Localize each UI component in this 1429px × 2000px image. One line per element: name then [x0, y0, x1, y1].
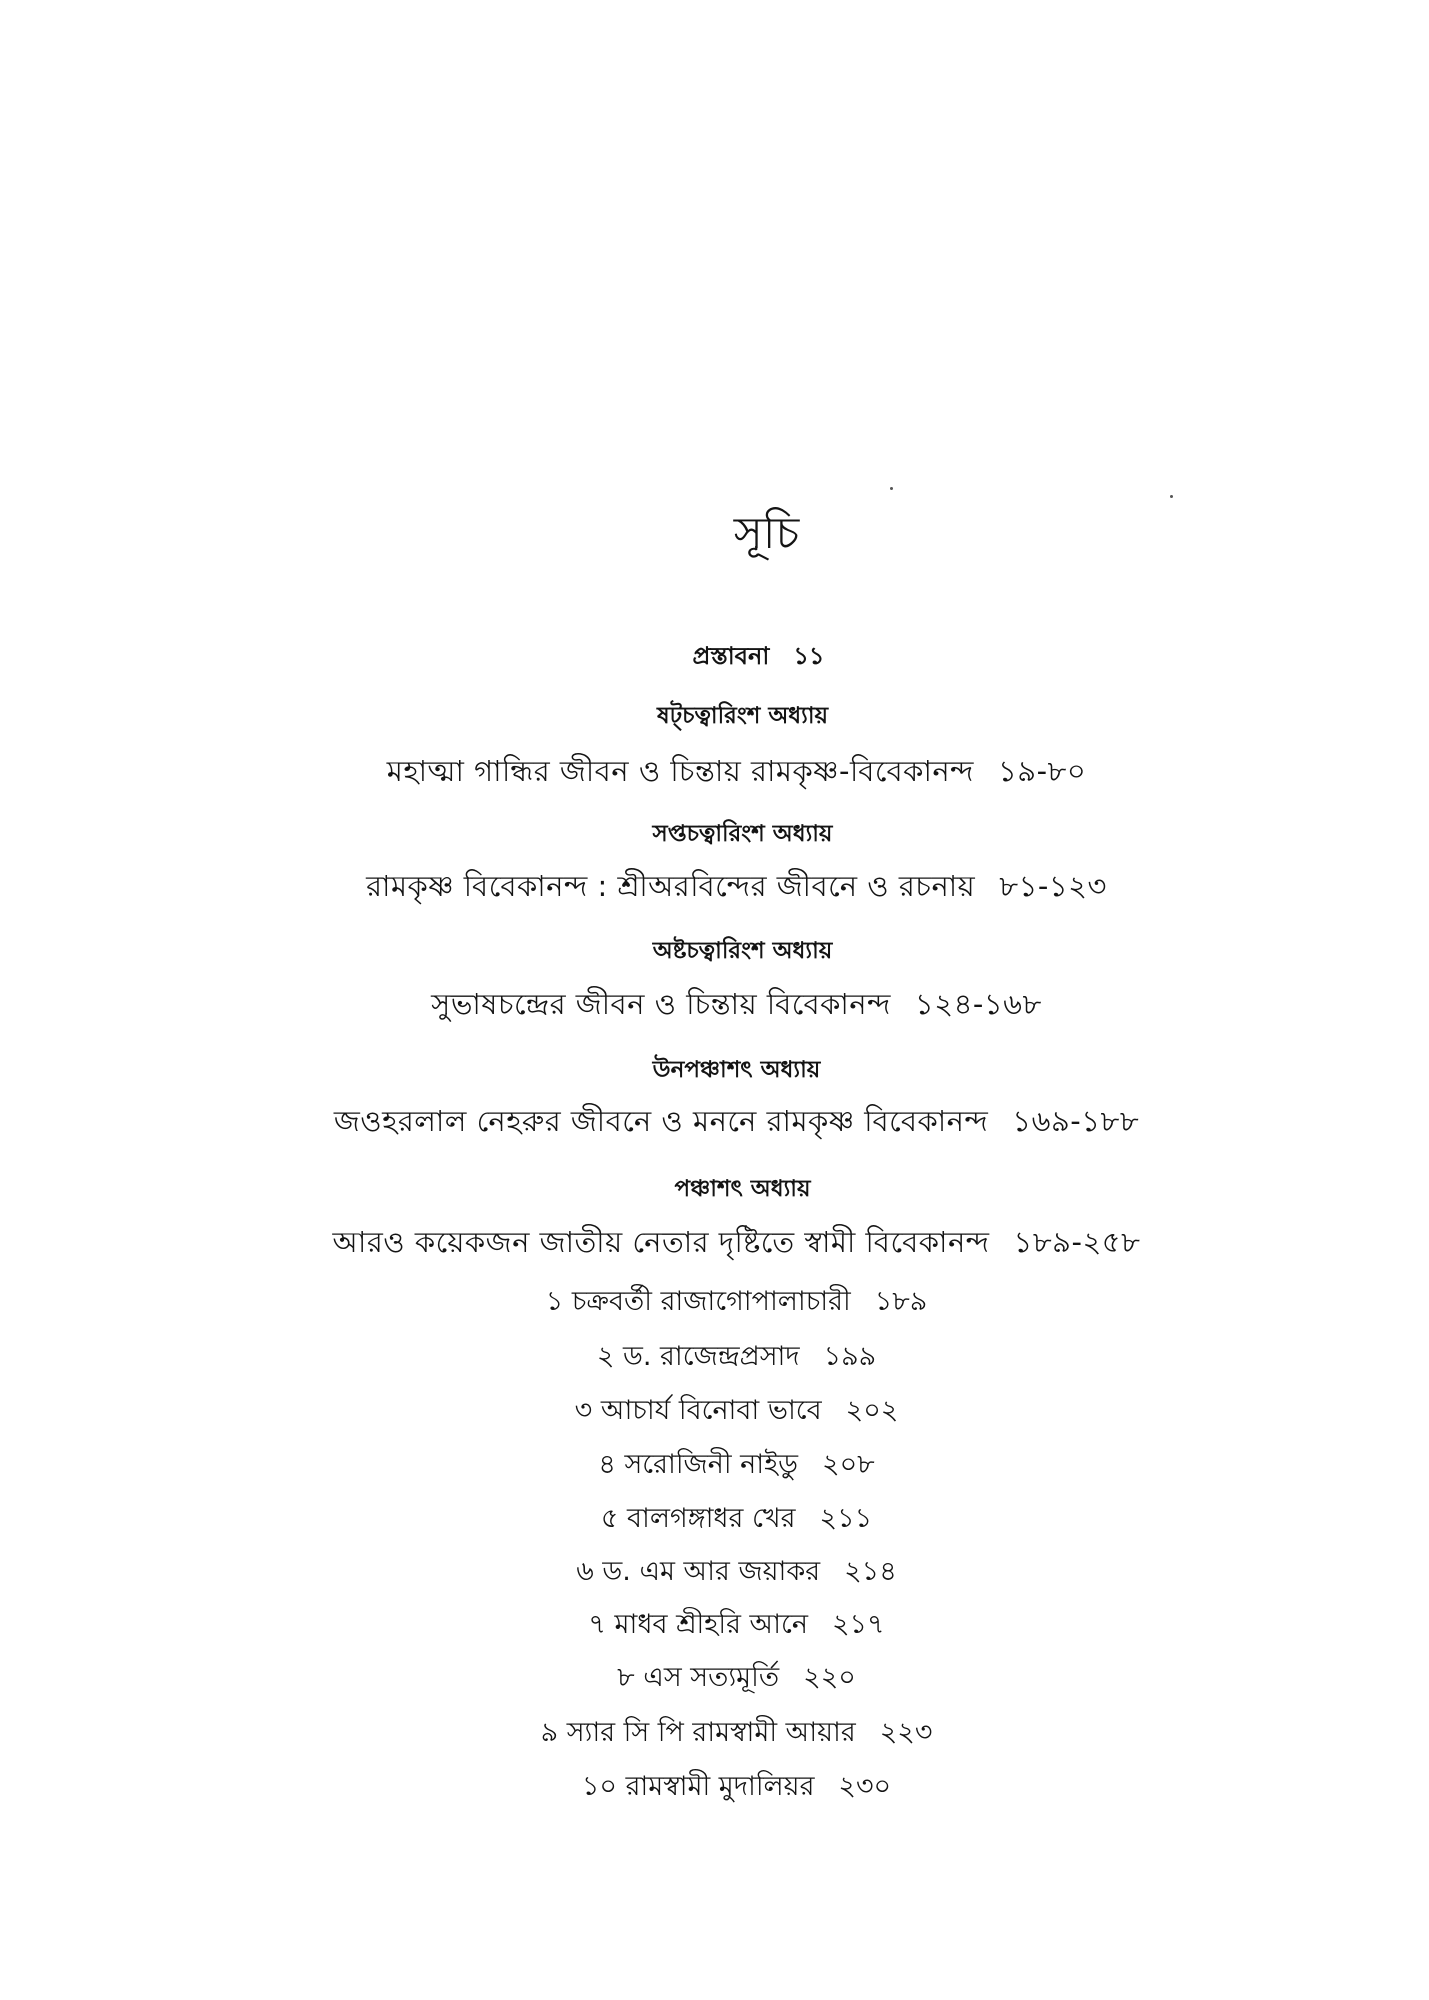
chapter-entry — [22, 869, 1429, 903]
chapter-pages: ১৬৯-১৮৮ — [1012, 1104, 1140, 1138]
sub-entry — [22, 1558, 1429, 1585]
sub-entry-number: ৪ — [598, 1449, 616, 1480]
chapter-title: রামকৃষ্ণ বিবেকানন্দ : শ্রীঅরবিন্দের জীবনে ও রচনায় — [366, 869, 976, 903]
chapter-label: সপ্তচত্বারিংশ অধ্যায় — [652, 821, 833, 847]
chapter-label: পঞ্চাশৎ অধ্যায় — [674, 1176, 811, 1202]
sub-entry-name: ড. রাজেন্দ্রপ্রসাদ — [623, 1341, 800, 1372]
chapter-pages: ১৯-৮০ — [997, 754, 1087, 788]
sub-entry-page: ২১৭ — [831, 1609, 885, 1640]
sub-entry-page: ২০৮ — [822, 1449, 875, 1480]
sub-entry-page: ২০২ — [845, 1395, 899, 1426]
chapter-label: অষ্টচত্বারিংশ অধ্যায় — [652, 938, 833, 964]
chapter-entry — [22, 1104, 1429, 1138]
toc-title: সূচি — [733, 508, 800, 559]
sub-entry-page: ১৯৯ — [823, 1341, 877, 1372]
sub-entry-name: এস সত্যমূর্তি — [643, 1662, 780, 1693]
chapter-title: জওহরলাল নেহরুর জীবনে ও মননে রামকৃষ্ণ বিবেকানন্দ — [333, 1104, 989, 1138]
sub-entry-number: ১ — [545, 1286, 564, 1317]
sub-entry — [22, 1664, 1429, 1691]
chapter-title: সুভাষচন্দ্রের জীবন ও চিন্তায় বিবেকানন্দ — [431, 987, 891, 1021]
sub-entry-name: চক্রবর্তী রাজাগোপালাচারী — [571, 1286, 851, 1317]
sub-entry-number: ৬ — [576, 1556, 594, 1587]
sub-entry-number: ২ — [596, 1341, 615, 1372]
chapter-label: ষট্চত্বারিংশ অধ্যায় — [656, 703, 829, 729]
sub-entry-number: ৯ — [540, 1717, 559, 1748]
chapter-pages: ১২৪-১৬৮ — [914, 987, 1042, 1021]
sub-entry-page: ২১৪ — [844, 1556, 897, 1587]
sub-entry-page: ১৮৯ — [874, 1286, 928, 1317]
chapter-entry — [22, 754, 1429, 788]
sub-entry-name: রামস্বামী মুদালিয়র — [625, 1771, 815, 1802]
sub-entry-page: ২১১ — [819, 1503, 873, 1534]
chapter-pages: ৮১-১২৩ — [999, 869, 1107, 903]
sub-entry — [22, 1773, 1429, 1800]
sub-entry-number: ৫ — [600, 1503, 619, 1534]
sub-entry-name: স্যার সি পি রামস্বামী আয়ার — [566, 1717, 856, 1748]
sub-entry-name: আচার্য বিনোবা ভাবে — [600, 1395, 822, 1426]
chapter-entry — [22, 987, 1429, 1021]
sub-entry — [22, 1397, 1429, 1424]
sub-entry-page: ২২০ — [803, 1662, 856, 1693]
sub-entry — [22, 1611, 1429, 1638]
sub-entry-page: ২৩০ — [838, 1771, 892, 1802]
sub-entry-name: মাধব শ্রীহরি আনে — [614, 1609, 808, 1640]
chapter-title: আরও কয়েকজন জাতীয় নেতার দৃষ্টিতে স্বামী বিবেকানন্দ — [332, 1225, 990, 1259]
sub-entry-number: ৭ — [588, 1609, 606, 1640]
chapter-title: মহাত্মা গান্ধির জীবন ও চিন্তায় রামকৃষ্ণ-বিবেকানন্দ — [386, 754, 974, 788]
sub-entry-page: ২২৩ — [879, 1717, 933, 1748]
sub-entry-number: ১০ — [581, 1771, 617, 1802]
chapter-label: উনপঞ্চাশৎ অধ্যায় — [652, 1057, 821, 1083]
sub-entry-name: বালগঙ্গাধর খের — [627, 1503, 796, 1534]
sub-entry — [22, 1505, 1429, 1532]
sub-entry-name: সরোজিনী নাইডু — [624, 1449, 799, 1480]
scan-speck — [1170, 495, 1173, 498]
preface-label: প্রস্তাবনা — [692, 642, 770, 670]
chapter-pages: ১৮৯-২৫৮ — [1013, 1225, 1141, 1259]
scan-speck — [890, 487, 893, 490]
sub-entry — [22, 1719, 1429, 1746]
sub-entry — [22, 1451, 1429, 1478]
sub-entry-number: ৮ — [617, 1662, 635, 1693]
chapter-entry — [22, 1225, 1429, 1259]
toc-preface — [44, 644, 1429, 668]
sub-entry-name: ড. এম আর জয়াকর — [602, 1556, 821, 1587]
sub-entry-number: ৩ — [574, 1395, 593, 1426]
sub-entry — [22, 1343, 1429, 1370]
sub-entry — [22, 1288, 1429, 1315]
preface-page: ১১ — [793, 642, 825, 670]
